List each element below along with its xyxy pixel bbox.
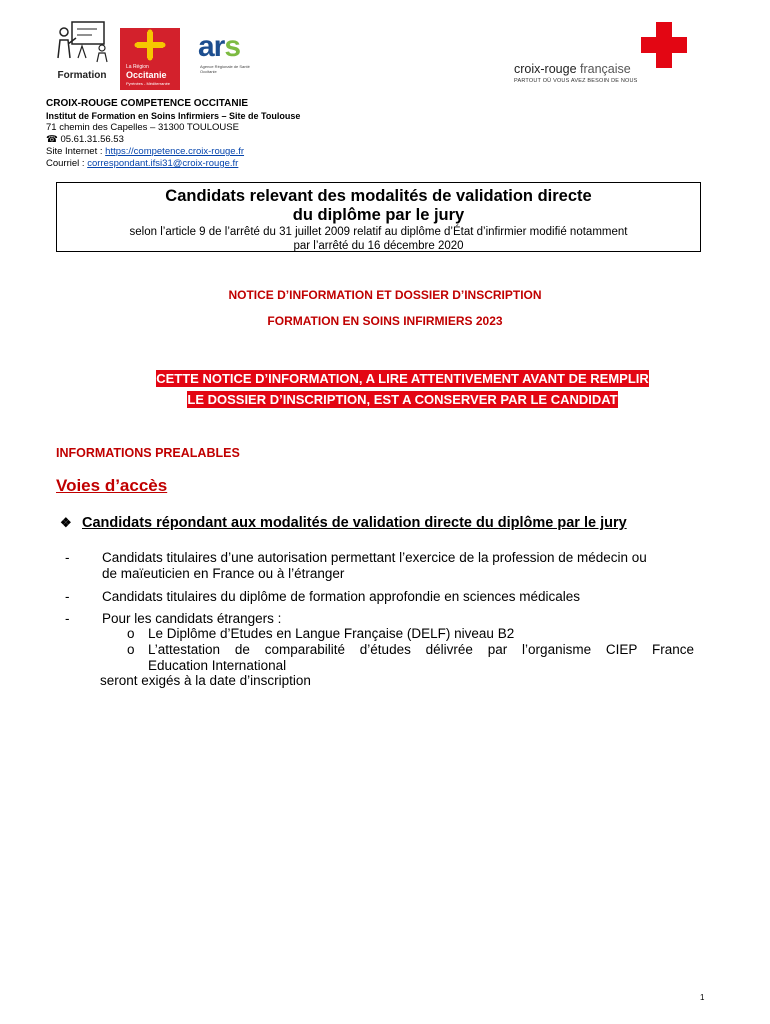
document-title-box (56, 182, 701, 252)
list-closing: seront exigés à la date d’inscription (100, 673, 311, 688)
sublist-item: Le Diplôme d’Etudes en Langue Française (DELF) niveau B2 (148, 626, 515, 641)
occitanie-logo (120, 28, 180, 90)
formation-label: Formation (57, 70, 107, 81)
teacher-board-icon (52, 18, 112, 68)
institute-block (46, 98, 300, 170)
croix-rouge-logo (512, 22, 692, 88)
warning-banner-line-1: CETTE NOTICE D’INFORMATION, A LIRE ATTENTIVEMENT AVANT DE REMPLIR (156, 371, 649, 386)
croix-rouge-tagline: PARTOUT OÙ VOUS AVEZ BESOIN DE NOUS (514, 78, 638, 84)
formation-heading: FORMATION EN SOINS INFIRMIERS 2023 (267, 314, 503, 328)
diamond-bullet-icon: ❖ (60, 515, 72, 530)
title-reference-1: selon l’article 9 de l’arrêté du 31 juillet 2009 relatif au diplôme d’État d’infirmier modifié notamment (129, 226, 628, 238)
region-name: Occitanie (126, 70, 167, 80)
institute-phone: ☎ 05.61.31.56.53 (46, 134, 124, 145)
section-informations-prealables: INFORMATIONS PREALABLES (56, 446, 240, 460)
institute-website: Site Internet : https://competence.croix-rouge.fr (46, 146, 245, 157)
title-line-1: Candidats relevant des modalités de validation directe (165, 187, 592, 205)
ars-wordmark: ars (198, 30, 241, 63)
institute-email: Courriel : correspondant.ifsi31@croix-rouge.fr (46, 158, 239, 169)
ars-logo (196, 30, 260, 76)
list-dash: - (65, 589, 70, 604)
candidates-heading: ❖ Candidats répondant aux modalités de validation directe du diplôme par le jury (60, 515, 627, 531)
warning-banner-line-2: LE DOSSIER D’INSCRIPTION, EST A CONSERVER PAR LE CANDIDAT (187, 392, 618, 407)
list-item: Pour les candidats étrangers : (102, 611, 282, 626)
occitan-cross-icon (120, 28, 180, 62)
formation-logo (52, 18, 112, 86)
list-item: Candidats titulaires d’une autorisation permettant l’exercice de la profession de médecin ou de maïeuticien en France ou à l’étranger (102, 550, 647, 581)
section-voies-acces: Voies d’accès (56, 476, 168, 495)
title-line-2: du diplôme par le jury (292, 206, 465, 224)
sublist-marker: o (127, 626, 135, 641)
sublist-item: L’attestation de comparabilité d’études délivrée par l’organisme CIEP France Education International (148, 642, 694, 673)
region-tagline: Pyrénées - Méditerranée (126, 81, 171, 86)
notice-heading: NOTICE D’INFORMATION ET DOSSIER D’INSCRIPTION (228, 288, 542, 302)
website-link[interactable]: https://competence.croix-rouge.fr (105, 146, 245, 157)
region-small-label: La Région (126, 64, 149, 70)
institute-address: 71 chemin des Capelles – 31300 TOULOUSE (46, 122, 239, 133)
title-reference-2: par l’arrêté du 16 décembre 2020 (293, 240, 464, 252)
sublist-marker: o (127, 642, 135, 657)
croix-rouge-wordmark: croix-rouge française (514, 62, 631, 76)
email-link[interactable]: correspondant.ifsi31@croix-rouge.fr (87, 158, 239, 169)
list-dash: - (65, 550, 70, 565)
list-dash: - (65, 611, 70, 626)
institute-subtitle: Institut de Formation en Soins Infirmiers – Site de Toulouse (46, 111, 301, 121)
page-number: 1 (700, 993, 705, 1002)
list-item: Candidats titulaires du diplôme de formation approfondie en sciences médicales (102, 589, 581, 604)
ars-subtitle: Agence Régionale de Santé Occitanie (200, 64, 250, 74)
institute-name: CROIX-ROUGE COMPETENCE OCCITANIE (46, 98, 249, 109)
